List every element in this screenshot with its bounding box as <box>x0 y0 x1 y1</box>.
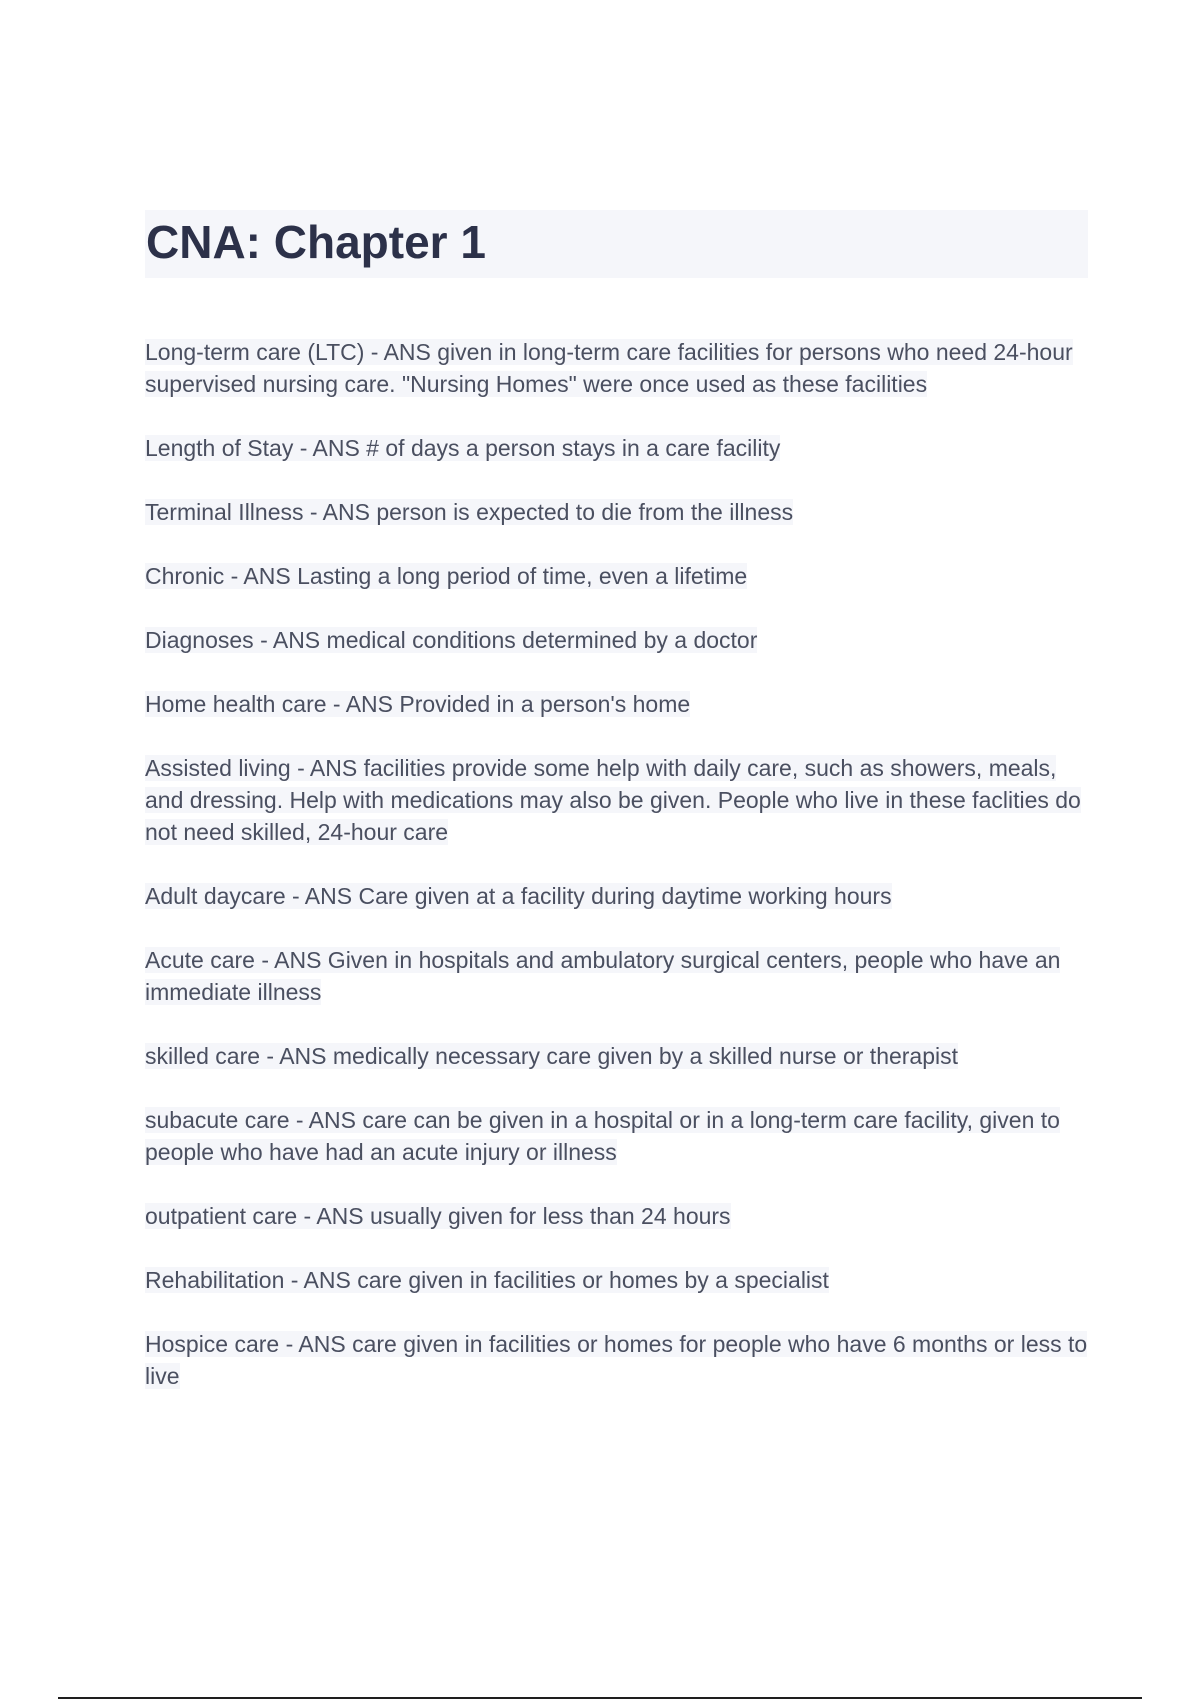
definition-text: Long-term care (LTC) - ANS given in long-term care facilities for persons who need 24-hour supervised nursing care. "Nursing Homes" were once used as these facilities <box>145 339 1073 397</box>
definition-text: Assisted living - ANS facilities provide some help with daily care, such as showers, meals, and dressing. Help with medications may also be given. People who live in these faclities do not need skilled, 24-hour care <box>145 755 1081 845</box>
footer-divider <box>58 1697 1142 1699</box>
definition-entry <box>145 1200 1090 1232</box>
definition-entry <box>145 752 1090 848</box>
definition-text: Length of Stay - ANS # of days a person stays in a care facility <box>145 435 781 461</box>
definition-entry <box>145 1264 1090 1296</box>
definition-text: subacute care - ANS care can be given in a hospital or in a long-term care facility, given to people who have had an acute injury or illness <box>145 1107 1060 1165</box>
definition-text: Hospice care - ANS care given in facilities or homes for people who have 6 months or less to live <box>145 1331 1088 1389</box>
definition-text: Chronic - ANS Lasting a long period of time, even a lifetime <box>145 563 748 589</box>
definition-text: Acute care - ANS Given in hospitals and ambulatory surgical centers, people who have an immediate illness <box>145 947 1061 1005</box>
definition-entry <box>145 880 1090 912</box>
definition-entry <box>145 432 1090 464</box>
definition-text: outpatient care - ANS usually given for less than 24 hours <box>145 1203 731 1229</box>
definition-entry <box>145 560 1090 592</box>
definition-entry <box>145 1040 1090 1072</box>
definition-entry <box>145 688 1090 720</box>
definition-entry <box>145 496 1090 528</box>
definition-text: Rehabilitation - ANS care given in facilities or homes by a specialist <box>145 1267 829 1293</box>
definition-entry <box>145 944 1090 1008</box>
page-title: CNA: Chapter 1 <box>146 216 486 268</box>
definition-text: Adult daycare - ANS Care given at a facility during daytime working hours <box>145 883 892 909</box>
definition-list <box>145 336 1090 1424</box>
page-title-block <box>145 210 1088 278</box>
definition-entry <box>145 1104 1090 1168</box>
definition-text: Diagnoses - ANS medical conditions determined by a doctor <box>145 627 758 653</box>
definition-text: Home health care - ANS Provided in a person's home <box>145 691 691 717</box>
definition-text: skilled care - ANS medically necessary care given by a skilled nurse or therapist <box>145 1043 959 1069</box>
definition-entry <box>145 1328 1090 1392</box>
definition-entry <box>145 624 1090 656</box>
definition-text: Terminal Illness - ANS person is expected to die from the illness <box>145 499 794 525</box>
definition-entry <box>145 336 1090 400</box>
